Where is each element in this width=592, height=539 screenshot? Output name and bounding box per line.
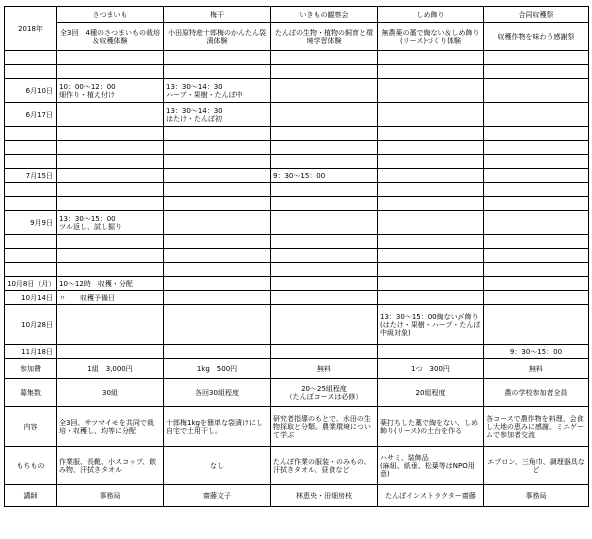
schedule-cell xyxy=(57,103,164,127)
fee-cell: 無料 xyxy=(484,359,589,379)
schedule-cell xyxy=(378,249,484,263)
program-header: 合同収穫祭 xyxy=(484,7,589,23)
schedule-cell xyxy=(484,305,589,345)
schedule-cell xyxy=(378,51,484,65)
schedule-cell xyxy=(164,211,271,235)
date-cell xyxy=(5,155,57,169)
schedule-cell xyxy=(271,345,378,359)
schedule-cell xyxy=(271,197,378,211)
date-cell xyxy=(5,127,57,141)
items-cell: ハサミ、装飾品 (麻紐、紙垂、松葉等はNPO用意) xyxy=(378,447,484,485)
schedule-cell xyxy=(164,51,271,65)
schedule-cell xyxy=(164,291,271,305)
items-row xyxy=(5,447,589,485)
schedule-cell xyxy=(57,141,164,155)
fee-cell: 1組 3,000円 xyxy=(57,359,164,379)
program-header: 梅干 xyxy=(164,7,271,23)
schedule-cell xyxy=(378,155,484,169)
schedule-cell: 9：30～15：00 xyxy=(271,169,378,183)
fee-cell: 無料 xyxy=(271,359,378,379)
capacity-cell: 各回30組程度 xyxy=(164,379,271,407)
description-cell: 無農薬の藁で綯ない＆しめ飾り(リース)づくり体験 xyxy=(378,23,484,51)
program-header: さつまいも xyxy=(57,7,164,23)
schedule-cell xyxy=(57,127,164,141)
schedule-row xyxy=(5,263,589,277)
capacity-cell: 農の学校参加者全員 xyxy=(484,379,589,407)
date-cell: 7月15日 xyxy=(5,169,57,183)
date-cell xyxy=(5,197,57,211)
instructor-cell: 齋藤文子 xyxy=(164,485,271,507)
schedule-cell xyxy=(57,65,164,79)
date-cell xyxy=(5,51,57,65)
capacity-cell: 20～25組程度 （たんぼコースは必修） xyxy=(271,379,378,407)
schedule-cell: 13：30～15：00綯ない〆飾り (はたけ・果樹・ハーブ・たんぼ中級対象) xyxy=(378,305,484,345)
schedule-cell xyxy=(378,211,484,235)
schedule-cell xyxy=(164,183,271,197)
schedule-cell: 10：00～12：00 畑作り・植え付け xyxy=(57,79,164,103)
schedule-cell xyxy=(484,249,589,263)
schedule-row xyxy=(5,305,589,345)
schedule-row xyxy=(5,79,589,103)
date-cell: 10月8日（月） xyxy=(5,277,57,291)
schedule-cell xyxy=(378,103,484,127)
fee-cell: 1kg 500円 xyxy=(164,359,271,379)
date-cell xyxy=(5,263,57,277)
schedule-cell xyxy=(164,235,271,249)
date-cell xyxy=(5,249,57,263)
description-cell: 全3回 4種のさつまいもの栽培＆収穫体験 xyxy=(57,23,164,51)
schedule-cell xyxy=(271,277,378,291)
date-cell xyxy=(5,141,57,155)
schedule-cell xyxy=(484,211,589,235)
items-cell: エプロン、三角巾、調理器具など xyxy=(484,447,589,485)
schedule-cell xyxy=(271,103,378,127)
schedule-row xyxy=(5,169,589,183)
schedule-cell: 10～12時 収穫・分配 xyxy=(57,277,164,291)
schedule-row xyxy=(5,235,589,249)
date-cell: 10月28日 xyxy=(5,305,57,345)
content-cell: 全3回、サツマイモを共同で栽培・収穫し、均等に分配 xyxy=(57,407,164,447)
schedule-cell xyxy=(164,155,271,169)
schedule-cell xyxy=(484,155,589,169)
schedule-cell: 13：30～14：30 はたけ・たんぼ初 xyxy=(164,103,271,127)
schedule-cell xyxy=(57,197,164,211)
schedule-cell xyxy=(271,305,378,345)
schedule-cell xyxy=(271,235,378,249)
schedule-cell xyxy=(378,263,484,277)
date-cell: 6月10日 xyxy=(5,79,57,103)
schedule-cell xyxy=(271,79,378,103)
instructor-row xyxy=(5,485,589,507)
schedule-cell xyxy=(378,141,484,155)
schedule-cell xyxy=(378,169,484,183)
content-cell: 各コースで農作物を料理、会食し大地の恵みに感謝、ミニゲームで参加者交流 xyxy=(484,407,589,447)
schedule-cell xyxy=(271,249,378,263)
schedule-cell: 13：30～14：30 ハーブ・果樹・たんぼ中 xyxy=(164,79,271,103)
schedule-cell xyxy=(484,263,589,277)
schedule-cell xyxy=(57,183,164,197)
schedule-cell xyxy=(271,51,378,65)
items-label: もちもの xyxy=(5,447,57,485)
schedule-cell xyxy=(484,141,589,155)
schedule-cell xyxy=(378,79,484,103)
schedule-row xyxy=(5,277,589,291)
schedule-cell xyxy=(484,197,589,211)
schedule-cell xyxy=(271,211,378,235)
fee-label: 参加費 xyxy=(5,359,57,379)
schedule-row xyxy=(5,127,589,141)
schedule-cell: 〃 収穫予備日 xyxy=(57,291,164,305)
schedule-cell xyxy=(57,249,164,263)
schedule-cell xyxy=(378,183,484,197)
date-cell xyxy=(5,183,57,197)
schedule-cell xyxy=(57,345,164,359)
schedule-cell xyxy=(164,305,271,345)
schedule-cell xyxy=(378,345,484,359)
schedule-cell xyxy=(484,65,589,79)
schedule-row xyxy=(5,65,589,79)
schedule-cell xyxy=(164,249,271,263)
schedule-cell xyxy=(57,169,164,183)
schedule-cell xyxy=(57,155,164,169)
date-cell xyxy=(5,65,57,79)
date-cell: 10月14日 xyxy=(5,291,57,305)
schedule-cell xyxy=(484,169,589,183)
schedule-cell xyxy=(271,127,378,141)
schedule-cell xyxy=(57,263,164,277)
header-row xyxy=(5,7,589,23)
items-cell: 作業服、長靴、小スコップ、飲み物、汗拭きタオル xyxy=(57,447,164,485)
instructor-cell: 事務局 xyxy=(57,485,164,507)
schedule-cell xyxy=(378,65,484,79)
schedule-cell xyxy=(164,197,271,211)
capacity-cell: 20組程度 xyxy=(378,379,484,407)
schedule-cell xyxy=(484,235,589,249)
schedule-row xyxy=(5,141,589,155)
schedule-row xyxy=(5,183,589,197)
date-cell: 11月18日 xyxy=(5,345,57,359)
schedule-cell xyxy=(484,291,589,305)
instructor-label: 講師 xyxy=(5,485,57,507)
capacity-cell: 30組 xyxy=(57,379,164,407)
schedule-cell xyxy=(164,263,271,277)
schedule-row xyxy=(5,291,589,305)
schedule-cell xyxy=(164,127,271,141)
items-cell: たんぼ作業の服装・のみもの、汗拭きタオル、昼食など xyxy=(271,447,378,485)
schedule-row xyxy=(5,197,589,211)
content-cell: 研究者指導のもとで、水田の生物採取と分類。農業環境について学ぶ xyxy=(271,407,378,447)
schedule-cell xyxy=(164,141,271,155)
schedule-cell xyxy=(484,277,589,291)
instructor-cell: 林恵央・田畑房枝 xyxy=(271,485,378,507)
schedule-cell xyxy=(271,141,378,155)
schedule-cell xyxy=(57,305,164,345)
year-cell: 2018年 xyxy=(5,7,57,51)
schedule-cell xyxy=(484,51,589,65)
schedule-cell xyxy=(164,65,271,79)
schedule-row xyxy=(5,211,589,235)
schedule-row xyxy=(5,345,589,359)
schedule-cell xyxy=(57,235,164,249)
schedule-cell xyxy=(484,127,589,141)
description-cell: 小田原特産十郎梅のかんたん袋漬体験 xyxy=(164,23,271,51)
date-cell: 9月9日 xyxy=(5,211,57,235)
content-row xyxy=(5,407,589,447)
schedule-cell xyxy=(164,169,271,183)
capacity-row xyxy=(5,379,589,407)
fee-cell: 1つ 300円 xyxy=(378,359,484,379)
schedule-cell xyxy=(271,263,378,277)
schedule-cell xyxy=(57,51,164,65)
schedule-cell xyxy=(484,79,589,103)
description-row xyxy=(5,23,589,51)
schedule-cell xyxy=(378,235,484,249)
content-cell: 十郎梅1kgを簡単な袋漬けにし自宅で土用干し。 xyxy=(164,407,271,447)
instructor-cell: たんぼインストラクター齋藤 xyxy=(378,485,484,507)
schedule-table xyxy=(4,6,589,507)
schedule-cell xyxy=(378,127,484,141)
schedule-cell xyxy=(484,183,589,197)
capacity-label: 募集数 xyxy=(5,379,57,407)
program-header: いきもの観察会 xyxy=(271,7,378,23)
schedule-cell: 9：30～15：00 xyxy=(484,345,589,359)
date-cell: 6月17日 xyxy=(5,103,57,127)
schedule-cell xyxy=(271,183,378,197)
schedule-cell xyxy=(164,277,271,291)
schedule-row xyxy=(5,249,589,263)
content-label: 内容 xyxy=(5,407,57,447)
description-cell: 収穫作物を味わう感謝祭 xyxy=(484,23,589,51)
schedule-cell xyxy=(271,65,378,79)
schedule-cell xyxy=(164,345,271,359)
schedule-row xyxy=(5,155,589,169)
items-cell: なし xyxy=(164,447,271,485)
date-cell xyxy=(5,235,57,249)
schedule-cell: 13：30～15：00 ツル返し、試し掘り xyxy=(57,211,164,235)
instructor-cell: 事務局 xyxy=(484,485,589,507)
content-cell: 薬打ちした藁で綯をない、しめ飾り(リース)の土台を作る xyxy=(378,407,484,447)
schedule-cell xyxy=(271,291,378,305)
schedule-row xyxy=(5,103,589,127)
schedule-cell xyxy=(271,155,378,169)
schedule-cell xyxy=(378,277,484,291)
schedule-row xyxy=(5,51,589,65)
schedule-cell xyxy=(378,291,484,305)
schedule-cell xyxy=(378,197,484,211)
schedule-cell xyxy=(484,103,589,127)
fee-row xyxy=(5,359,589,379)
program-header: しめ飾り xyxy=(378,7,484,23)
description-cell: たんぼの生物・植物の飼育と環境学習体験 xyxy=(271,23,378,51)
